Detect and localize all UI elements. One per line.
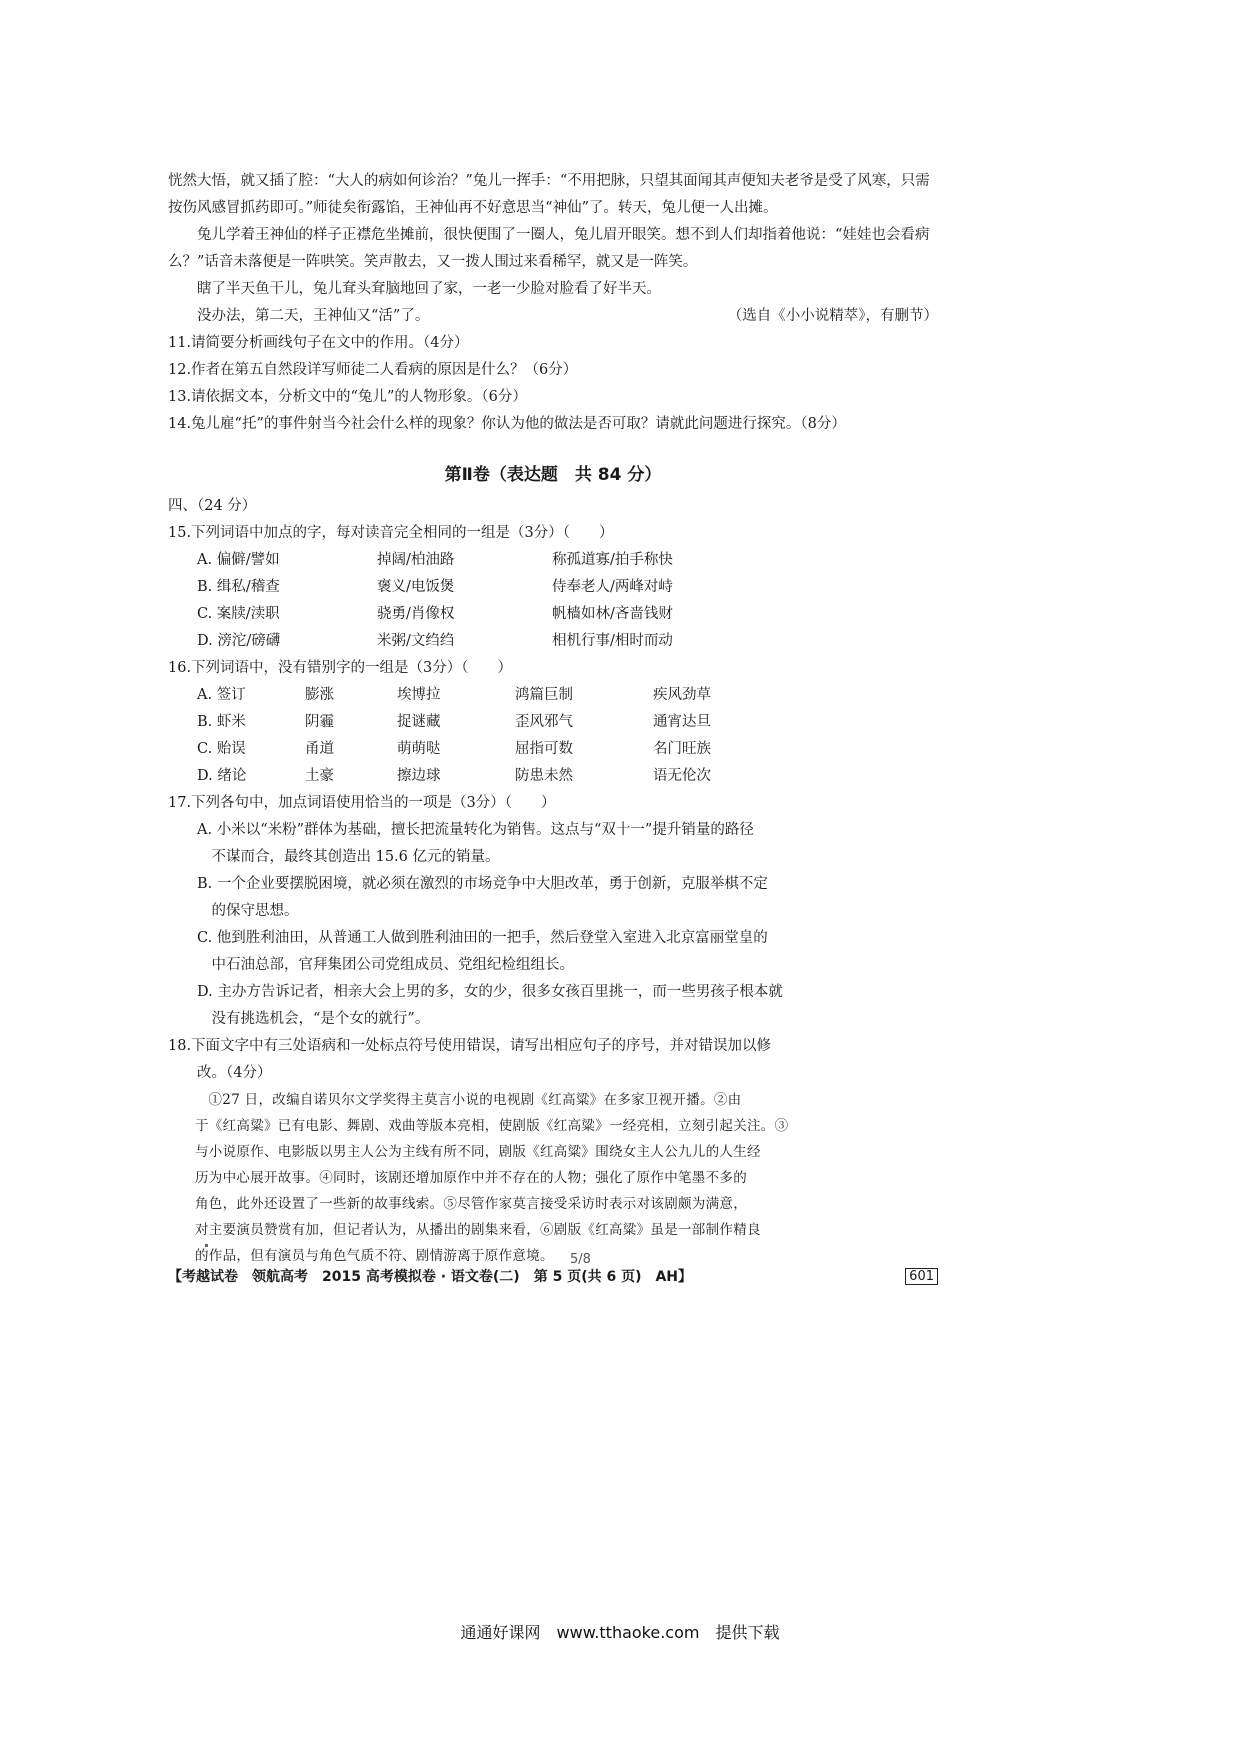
question-15-stem: 15.下列词语中加点的字，每对读音完全相同的一组是（3分）（ ） <box>168 525 614 541</box>
page-content <box>168 168 938 1269</box>
q16-option-a <box>168 682 938 709</box>
q16-b-3: 捉谜藏 <box>397 714 441 730</box>
q16-c-1: C. 贻误 <box>197 741 246 757</box>
story-paragraph-2: 兔儿学着王神仙的样子正襟危坐摊前，很快便围了一圈人，兔儿眉开眼笑。想不到人们却指着他说：“娃娃也会看病么？”话音未落便是一阵哄笑。笑声散去，又一拨人围过来看稀罕，就又是一阵笑。 <box>168 227 930 270</box>
q17-option-d-line1: D. 主办方告诉记者，相亲大会上男的多，女的少，很多女孩百里挑一，而一些男孩子根本就 <box>197 984 783 1000</box>
q15-a-3: 称孤道寡/拍手称快 <box>552 552 673 568</box>
q17-option-a-line1: A. 小米以“米粉”群体为基础，擅长把流量转化为销售。这点与“双十一”提升销量的路径 <box>197 822 754 838</box>
q18-passage-line-7: 的作品，但有演员与角色气质不符、剧情游离于原作意境。 <box>195 1248 554 1264</box>
q15-c-1: C. 案牍/渎职 <box>197 606 280 622</box>
q16-b-2: 阴霾 <box>305 714 334 730</box>
download-credit: 通通好课网 www.tthaoke.com 提供下载 <box>460 1623 780 1642</box>
q16-a-3: 埃博拉 <box>397 687 441 703</box>
q16-a-4: 鸿篇巨制 <box>515 687 573 703</box>
q16-a-1: A. 签订 <box>197 687 246 703</box>
q16-c-2: 甬道 <box>305 741 334 757</box>
q16-a-5: 疾风劲草 <box>653 687 711 703</box>
q15-a-1: A. 偏僻/譬如 <box>197 552 280 568</box>
story-ending-row <box>168 303 938 330</box>
q18-passage-line-3: 与小说原作、电影版以男主人公为主线有所不同，剧版《红高粱》围绕女主人公九儿的人生经 <box>195 1144 761 1160</box>
q18-passage <box>168 1087 938 1269</box>
question-18-stem-line1: 18.下面文字中有三处语病和一处标点符号使用错误，请写出相应句子的序号，并对错误加以修 <box>168 1038 772 1054</box>
scan-speck <box>205 1244 208 1247</box>
q16-d-3: 擦边球 <box>397 768 441 784</box>
q17-option-a-line2: 不谋而合，最终其创造出 15.6 亿元的销量。 <box>211 849 500 865</box>
section-four-heading: 四、（24 分） <box>168 498 257 514</box>
q17-option-d-line2: 没有挑选机会，“是个女的就行”。 <box>211 1011 430 1027</box>
q17-option-c-line2: 中石油总部，官拜集团公司党组成员、党组纪检组组长。 <box>211 957 574 973</box>
q15-d-1: D. 滂沱/磅礴 <box>197 633 281 649</box>
q15-b-1: B. 缉私/稽查 <box>197 579 280 595</box>
q15-c-2: 骁勇/肖像权 <box>377 606 455 622</box>
q15-option-a <box>168 547 938 574</box>
q18-passage-line-2: 于《红高粱》已有电影、舞剧、戏曲等版本亮相，使剧版《红高粱》一经亮相，立刻引起关注。③ <box>195 1118 789 1134</box>
q18-passage-line-6: 对主要演员赞赏有加，但记者认为，从播出的剧集来看，⑥剧版《红高粱》虽是一部制作精良 <box>195 1222 761 1238</box>
q16-b-1: B. 虾米 <box>197 714 246 730</box>
q15-d-2: 米粥/文绉绉 <box>377 633 455 649</box>
q15-c-3: 帆樯如林/吝啬钱财 <box>552 606 673 622</box>
footer-code-box: 601 <box>905 1268 938 1285</box>
q16-c-5: 名门旺族 <box>653 741 711 757</box>
q16-option-b <box>168 709 938 736</box>
page-count: 5/8 <box>570 1252 591 1267</box>
question-16-stem: 16.下列词语中，没有错别字的一组是（3分）（ ） <box>168 660 513 676</box>
q18-passage-line-4: 历为中心展开故事。④同时，该剧还增加原作中并不存在的人物；强化了原作中笔墨不多的 <box>195 1170 747 1186</box>
story-source: （选自《小小说精萃》，有删节） <box>727 308 938 324</box>
q18-passage-line-5: 角色，此外还设置了一些新的故事线索。⑤尽管作家莫言接受采访时表示对该剧颇为满意， <box>195 1196 747 1212</box>
q16-a-2: 膨涨 <box>305 687 334 703</box>
question-17-stem: 17.下列各句中，加点词语使用恰当的一项是（3分）（ ） <box>168 795 556 811</box>
footer-text: 【考越试卷 领航高考 2015 高考模拟卷 · 语文卷(二) 第 5 页(共 6 页) AH】 <box>168 1269 693 1285</box>
question-14: 14.兔儿雇“托”的事件射当今社会什么样的现象？你认为他的做法是否可取？请就此问题进行探究。（8分） <box>168 416 846 432</box>
question-18-stem-line2: 改。（4分） <box>197 1065 272 1081</box>
q17-option-b-line1: B. 一个企业要摆脱困境，就必须在激烈的市场竞争中大胆改革，勇于创新，克服举棋不定 <box>197 876 768 892</box>
q17-option-c-line1: C. 他到胜利油田，从普通工人做到胜利油田的一把手，然后登堂入室进入北京富丽堂皇的 <box>197 930 768 946</box>
q16-d-1: D. 绪论 <box>197 768 247 784</box>
q15-d-3: 相机行事/相时而动 <box>552 633 673 649</box>
question-13: 13.请依据文本，分析文中的“兔儿”的人物形象。（6分） <box>168 389 527 405</box>
q15-b-3: 侍奉老人/两峰对峙 <box>552 579 673 595</box>
question-11: 11.请简要分析画线句子在文中的作用。（4分） <box>168 335 469 351</box>
q17-option-b-line2: 的保守思想。 <box>211 903 299 919</box>
q15-a-2: 掉阔/柏油路 <box>377 552 455 568</box>
q16-option-d <box>168 763 938 790</box>
q16-option-c <box>168 736 938 763</box>
story-paragraph-3: 瞎了半天鱼干儿，兔儿耷头耷脑地回了家，一老一少脸对脸看了好半天。 <box>197 281 661 297</box>
q16-d-2: 土豪 <box>305 768 334 784</box>
q16-d-4: 防患未然 <box>515 768 573 784</box>
question-12: 12.作者在第五自然段详写师徒二人看病的原因是什么？（6分） <box>168 362 578 378</box>
q16-c-3: 萌萌哒 <box>397 741 441 757</box>
section-title: 第Ⅱ卷（表达题 共 84 分） <box>444 465 662 485</box>
q15-b-2: 褒义/电饭煲 <box>377 579 455 595</box>
q15-option-b <box>168 574 938 601</box>
story-paragraph-4: 没办法，第二天，王神仙又“活”了。 <box>197 308 430 324</box>
story-paragraph-1: 恍然大悟，就又插了腔：“大人的病如何诊治？”兔儿一挥手：“不用把脉，只望其面闻其声便知夫老爷是受了风寒，只需按伤风感冒抓药即可。”师徒矣衔露馅，王神仙再不好意思当“神仙”了。转天，兔儿便一人出摊。 <box>168 173 930 216</box>
page-footer <box>168 1266 938 1286</box>
q16-d-5: 语无伦次 <box>653 768 711 784</box>
q18-passage-line-1: ①27 日，改编自诺贝尔文学奖得主莫言小说的电视剧《红高粱》在多家卫视开播。②由 <box>208 1092 742 1108</box>
q16-c-4: 屈指可数 <box>515 741 573 757</box>
q16-b-5: 通宵达旦 <box>653 714 711 730</box>
q15-option-c <box>168 601 938 628</box>
q16-b-4: 歪风邪气 <box>515 714 573 730</box>
q15-option-d <box>168 628 938 655</box>
